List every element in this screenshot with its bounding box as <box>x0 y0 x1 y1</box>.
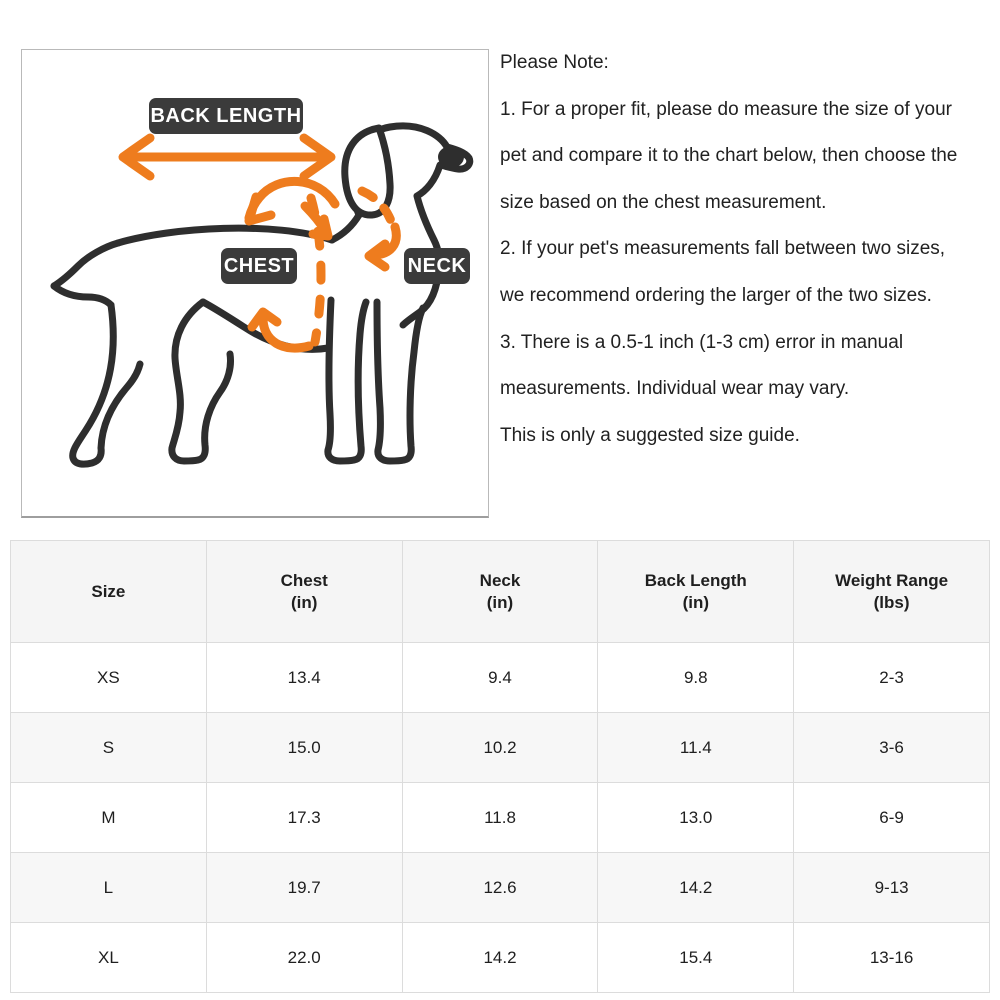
table-cell: M <box>11 783 207 853</box>
table-cell: 14.2 <box>598 853 794 923</box>
size-table <box>10 540 990 993</box>
notes-line: measurements. Individual wear may vary. <box>500 378 850 400</box>
header-cell-neck: Neck (in) <box>402 541 598 643</box>
neck-label: NECK <box>404 248 470 284</box>
table-header-row <box>11 541 990 643</box>
chest-bottom-arrow <box>252 312 309 348</box>
header-cell-back-length: Back Length (in) <box>598 541 794 643</box>
table-cell: 13.0 <box>598 783 794 853</box>
table-cell: 10.2 <box>402 713 598 783</box>
table-cell: 12.6 <box>402 853 598 923</box>
table-cell: 14.2 <box>402 923 598 993</box>
table-cell: XL <box>11 923 207 993</box>
notes-section <box>500 40 1000 459</box>
notes-line: 1. For a proper fit, please do measure the size of your <box>500 98 953 120</box>
table-row-m <box>11 783 990 853</box>
table-cell: 3-6 <box>794 713 990 783</box>
chest-label: CHEST <box>221 248 297 284</box>
back-length-arrow <box>123 138 331 176</box>
header-cell-size: Size <box>11 541 207 643</box>
neck-arrow <box>369 227 396 267</box>
notes-line: size based on the chest measurement. <box>500 191 827 213</box>
notes-line: 2. If your pet's measurements fall between two sizes, <box>500 238 946 260</box>
dog-nose <box>438 146 464 168</box>
table-cell: 13.4 <box>206 643 402 713</box>
table-cell: 19.7 <box>206 853 402 923</box>
notes-title: Please Note: <box>500 52 609 73</box>
table-cell: 2-3 <box>794 643 990 713</box>
table-cell: 15.0 <box>206 713 402 783</box>
header-cell-chest: Chest (in) <box>206 541 402 643</box>
table-cell: 9.4 <box>402 643 598 713</box>
notes-line: we recommend ordering the larger of the two sizes. <box>500 284 932 306</box>
notes-line: 3. There is a 0.5-1 inch (1-3 cm) error in manual <box>500 331 904 353</box>
notes-line: pet and compare it to the chart below, then choose the <box>500 145 958 167</box>
header-cell-weight-range: Weight Range (lbs) <box>794 541 990 643</box>
table-row-xs <box>11 643 990 713</box>
back-length-label: BACK LENGTH <box>149 98 303 134</box>
notes-line: This is only a suggested size guide. <box>500 424 800 446</box>
measurement-diagram <box>21 49 489 518</box>
dog-outline <box>54 126 470 464</box>
table-cell: 9-13 <box>794 853 990 923</box>
table-cell: 11.8 <box>402 783 598 853</box>
table-cell: 17.3 <box>206 783 402 853</box>
table-cell: XS <box>11 643 207 713</box>
table-cell: L <box>11 853 207 923</box>
table-cell: 15.4 <box>598 923 794 993</box>
table-cell: 22.0 <box>206 923 402 993</box>
table-row-xl <box>11 923 990 993</box>
table-row-l <box>11 853 990 923</box>
table-row-s <box>11 713 990 783</box>
table-cell: 11.4 <box>598 713 794 783</box>
table-cell: 13-16 <box>794 923 990 993</box>
table-cell: S <box>11 713 207 783</box>
table-cell: 9.8 <box>598 643 794 713</box>
table-cell: 6-9 <box>794 783 990 853</box>
